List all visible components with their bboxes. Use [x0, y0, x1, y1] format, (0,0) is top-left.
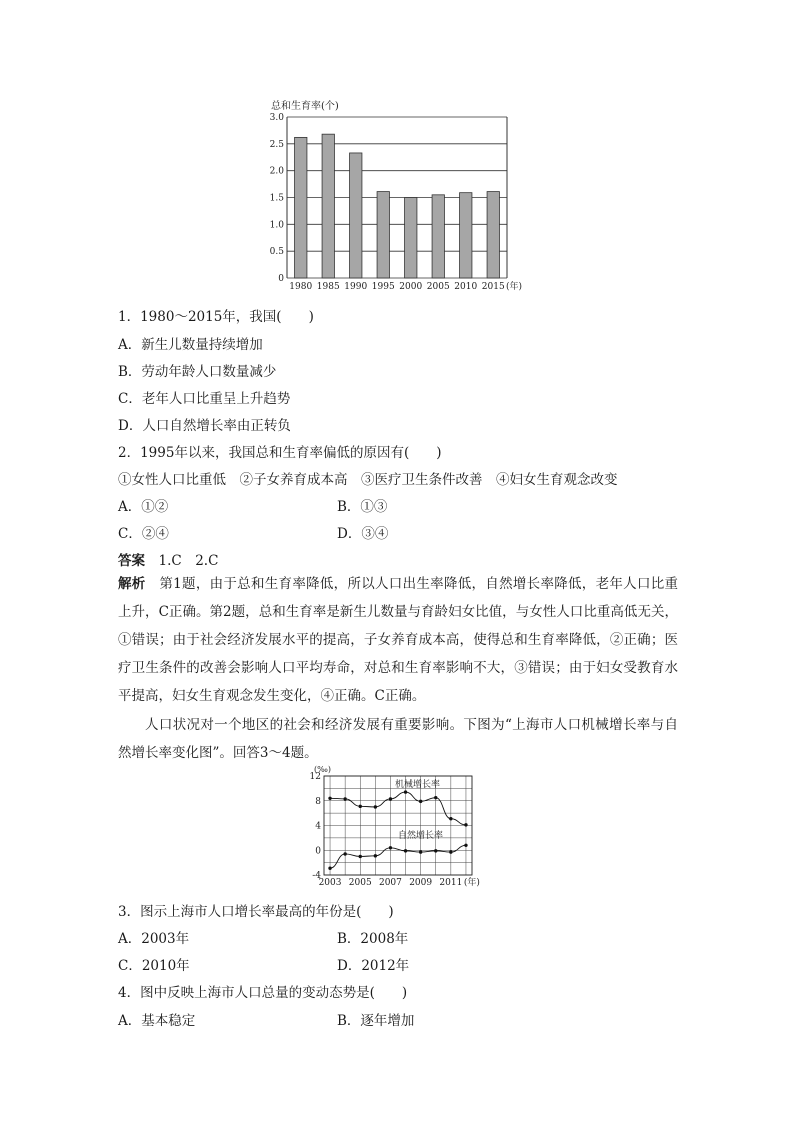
chart2-point	[374, 805, 377, 808]
chart2-point	[389, 846, 392, 849]
chart1-xtick-label: 2000	[399, 282, 423, 292]
chart1-xtick-label: 2005	[426, 282, 450, 292]
q4-stem: 4．图中反映上海市人口总量的变动态势是( )	[118, 985, 408, 1001]
chart1-xtick-label: 1985	[316, 282, 340, 292]
chart2-ytick-label: 0	[315, 846, 321, 857]
chart2-xtick-label: 2007	[378, 878, 402, 888]
analysis-label: 解析	[118, 576, 146, 592]
chart1-ytick-label: 2.0	[269, 166, 284, 177]
q1-option-c: C．老年人口比重呈上升趋势	[118, 391, 291, 407]
chart1-ylabel: 总和生育率(个)	[271, 101, 339, 112]
chart2-point	[404, 849, 407, 852]
chart2-series-line	[330, 792, 466, 825]
chart1-xtick-label: 2010	[454, 282, 478, 292]
chart1-ytick-label: 0	[278, 274, 284, 284]
chart2-ytick-label: 4	[315, 821, 321, 832]
chart2-point	[343, 852, 346, 855]
chart1-xtick-label: 1990	[344, 282, 368, 292]
chart2-plot	[310, 765, 480, 888]
answer-line	[118, 549, 218, 569]
chart1-ytick-label: 1.0	[269, 220, 284, 231]
chart1-bar	[322, 134, 334, 278]
shanghai-growth-line-chart	[300, 762, 500, 892]
analysis-text: 第1题，由于总和生育率降低，所以人口出生率降低，自然增长率降低，老年人口比重上升，C正确。第2题，总和生育率是新生儿数量与育龄妇女比值，与女性人口比重高低无关，①错误；由于社会经济发展水平的提高，子女养育成本高，使得总和生育率降低，②正确；医疗卫生条件的改善会影响人口平均寿命，对总和生育率影响不大，③错误；由于妇女受教育水平提高，妇女生育观念发生变化，④正确。C正确。	[118, 576, 679, 704]
chart2-unit-label: (‰)	[314, 765, 331, 774]
chart2-point	[328, 797, 331, 800]
chart2-series-line	[330, 845, 466, 868]
chart2-point	[449, 817, 452, 820]
chart2-point	[464, 823, 467, 826]
analysis-paragraph	[118, 570, 678, 710]
fertility-rate-bar-chart	[255, 96, 545, 296]
chart2-point	[419, 850, 422, 853]
chart1-bar	[487, 192, 499, 278]
chart2-xtick-label: 2005	[348, 878, 372, 888]
chart2-series-label: 自然增长率	[398, 830, 444, 841]
q2-option-b: B．①③	[337, 499, 388, 515]
chart2-point	[328, 866, 331, 869]
q3-option-d: D．2012年	[337, 958, 410, 974]
q2-option-c: C．②④	[118, 526, 169, 542]
q1-option-b: B．劳动年龄人口数量减少	[118, 364, 277, 380]
q4-option-b: B．逐年增加	[337, 1013, 415, 1029]
q2-items: ①女性人口比重低 ②子女养育成本高 ③医疗卫生条件改善 ④妇女生育观念改变	[118, 472, 618, 488]
chart1-bar	[432, 195, 444, 278]
chart1-bars	[295, 134, 500, 278]
chart2-ytick-label: 12	[309, 772, 321, 782]
q3-option-a: A．2003年	[118, 931, 190, 947]
chart1-bar	[350, 153, 362, 278]
chart1-ytick-label: 3.0	[269, 113, 284, 123]
chart1-bar	[377, 192, 389, 278]
intro-paragraph: 人口状况对一个地区的社会和经济发展有重要影响。下图为“上海市人口机械增长率与自然增长率变化图”。回答3～4题。	[118, 717, 678, 761]
q1-stem: 1．1980～2015年，我国( )	[118, 309, 314, 325]
chart2-point	[419, 800, 422, 803]
q3-option-b: B．2008年	[337, 931, 409, 947]
chart1-bar	[460, 193, 472, 278]
chart2-ytick-label: -4	[312, 871, 321, 881]
chart2-point	[359, 855, 362, 858]
chart2-point	[404, 790, 407, 793]
chart1-ytick-label: 1.5	[269, 193, 284, 204]
chart1-xtick-label: 2015	[481, 282, 505, 292]
q2-stem: 2．1995年以来，我国总和生育率偏低的原因有( )	[118, 445, 442, 461]
chart1-ytick-label: 0.5	[269, 247, 284, 258]
chart2-point	[374, 854, 377, 857]
answer-label: 答案	[118, 553, 145, 569]
chart2-point	[343, 797, 346, 800]
q4-option-a: A．基本稳定	[118, 1013, 196, 1029]
chart1-xtick-label: 1980	[289, 282, 313, 292]
chart1-bar	[295, 137, 307, 278]
chart2-point	[449, 850, 452, 853]
chart2-point	[434, 796, 437, 799]
answer-text: 1.C 2.C	[158, 553, 219, 569]
q3-option-c: C．2010年	[118, 958, 190, 974]
chart2-point	[464, 844, 467, 847]
chart1-xlabel: (年)	[506, 282, 523, 292]
q3-stem: 3．图示上海市人口增长率最高的年份是( )	[118, 904, 394, 920]
chart1-bar	[405, 198, 417, 279]
q1-option-d: D．人口自然增长率由正转负	[118, 418, 291, 434]
chart1-ytick-label: 2.5	[269, 139, 284, 150]
chart2-xlabel: (年)	[463, 878, 480, 888]
chart2-xtick-label: 2003	[318, 878, 342, 888]
q2-option-a: A．①②	[118, 499, 169, 515]
chart2-point	[389, 797, 392, 800]
chart1-gridlines	[287, 117, 507, 278]
q2-option-d: D．③④	[337, 526, 389, 542]
chart2-point	[434, 849, 437, 852]
q1-option-a: A．新生儿数量持续增加	[118, 337, 263, 353]
chart2-series-label: 机械增长率	[394, 780, 440, 791]
chart2-point	[359, 805, 362, 808]
chart1-xtick-label: 1995	[371, 282, 395, 292]
chart2-ytick-label: 8	[315, 796, 321, 807]
chart2-xtick-label: 2011	[439, 878, 463, 888]
chart2-xtick-label: 2009	[409, 878, 433, 888]
